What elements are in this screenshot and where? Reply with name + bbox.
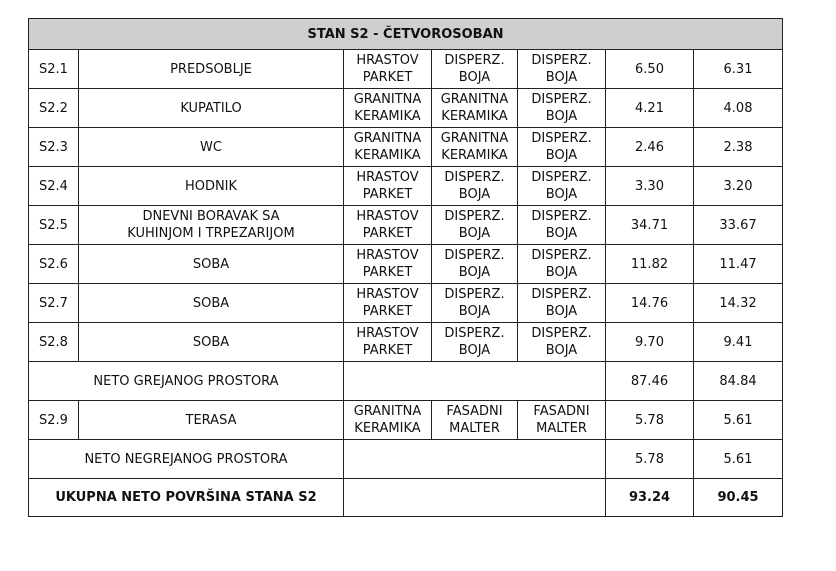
empty-cell [344,440,606,479]
heated-area-value: 87.46 [606,362,694,401]
ceiling-finish: DISPERZ. BOJA [518,284,606,323]
area-value-reduced: 4.08 [694,89,783,128]
room-name: WC [79,128,344,167]
floor-finish: HRASTOV PARKET [344,284,432,323]
room-code: S2.1 [29,50,79,89]
unheated-subtotal-row [29,440,783,479]
area-value: 9.70 [606,323,694,362]
room-code: S2.2 [29,89,79,128]
wall-finish: DISPERZ. BOJA [432,284,518,323]
floor-finish: GRANITNA KERAMIKA [344,128,432,167]
unheated-area-value-reduced: 5.61 [694,440,783,479]
area-value-reduced: 6.31 [694,50,783,89]
floor-finish: HRASTOV PARKET [344,206,432,245]
empty-cell [344,362,606,401]
wall-finish: DISPERZ. BOJA [432,50,518,89]
ceiling-finish: DISPERZ. BOJA [518,89,606,128]
area-value-reduced: 9.41 [694,323,783,362]
room-name: HODNIK [79,167,344,206]
room-name: KUPATILO [79,89,344,128]
floor-finish: HRASTOV PARKET [344,245,432,284]
floor-finish: GRANITNA KERAMIKA [344,89,432,128]
area-value: 2.46 [606,128,694,167]
room-code: S2.8 [29,323,79,362]
floor-finish: HRASTOV PARKET [344,167,432,206]
table-row [29,284,783,323]
room-name: SOBA [79,323,344,362]
heated-subtotal-row [29,362,783,401]
table-row [29,89,783,128]
grand-total-area: 93.24 [606,479,694,517]
area-value: 6.50 [606,50,694,89]
ceiling-finish: DISPERZ. BOJA [518,128,606,167]
empty-cell [344,479,606,517]
room-name: DNEVNI BORAVAK SA KUHINJOM I TRPEZARIJOM [79,206,344,245]
floor-finish: HRASTOV PARKET [344,323,432,362]
unheated-area-value: 5.78 [606,440,694,479]
wall-finish: FASADNI MALTER [432,401,518,440]
apartment-area-table [28,18,783,517]
area-value-reduced: 33.67 [694,206,783,245]
grand-total-area-reduced: 90.45 [694,479,783,517]
table-row [29,245,783,284]
ceiling-finish: DISPERZ. BOJA [518,167,606,206]
floor-finish: HRASTOV PARKET [344,50,432,89]
wall-finish: DISPERZ. BOJA [432,323,518,362]
table-row [29,206,783,245]
area-value: 34.71 [606,206,694,245]
area-value-reduced: 3.20 [694,167,783,206]
ceiling-finish: DISPERZ. BOJA [518,323,606,362]
table-row [29,128,783,167]
wall-finish: DISPERZ. BOJA [432,245,518,284]
ceiling-finish: DISPERZ. BOJA [518,206,606,245]
area-value-reduced: 14.32 [694,284,783,323]
area-value-reduced: 5.61 [694,401,783,440]
area-value-reduced: 11.47 [694,245,783,284]
ceiling-finish: FASADNI MALTER [518,401,606,440]
area-value: 5.78 [606,401,694,440]
room-code: S2.3 [29,128,79,167]
room-code: S2.9 [29,401,79,440]
heated-area-value-reduced: 84.84 [694,362,783,401]
area-value-reduced: 2.38 [694,128,783,167]
room-name: TERASA [79,401,344,440]
ceiling-finish: DISPERZ. BOJA [518,50,606,89]
ceiling-finish: DISPERZ. BOJA [518,245,606,284]
room-code: S2.6 [29,245,79,284]
wall-finish: DISPERZ. BOJA [432,167,518,206]
wall-finish: GRANITNA KERAMIKA [432,128,518,167]
room-name: PREDSOBLJE [79,50,344,89]
grand-total-label: UKUPNA NETO POVRŠINA STANA S2 [29,479,344,517]
room-name: SOBA [79,245,344,284]
wall-finish: DISPERZ. BOJA [432,206,518,245]
table-title-row [29,19,783,50]
table-title: STAN S2 - ČETVOROSOBAN [29,19,783,50]
room-name: SOBA [79,284,344,323]
room-code: S2.7 [29,284,79,323]
floor-finish: GRANITNA KERAMIKA [344,401,432,440]
area-value: 11.82 [606,245,694,284]
table-row [29,401,783,440]
area-value: 4.21 [606,89,694,128]
table-row [29,167,783,206]
wall-finish: GRANITNA KERAMIKA [432,89,518,128]
room-code: S2.5 [29,206,79,245]
heated-subtotal-label: NETO GREJANOG PROSTORA [29,362,344,401]
table-row [29,50,783,89]
table-row [29,323,783,362]
area-value: 14.76 [606,284,694,323]
room-code: S2.4 [29,167,79,206]
unheated-subtotal-label: NETO NEGREJANOG PROSTORA [29,440,344,479]
area-value: 3.30 [606,167,694,206]
grand-total-row [29,479,783,517]
